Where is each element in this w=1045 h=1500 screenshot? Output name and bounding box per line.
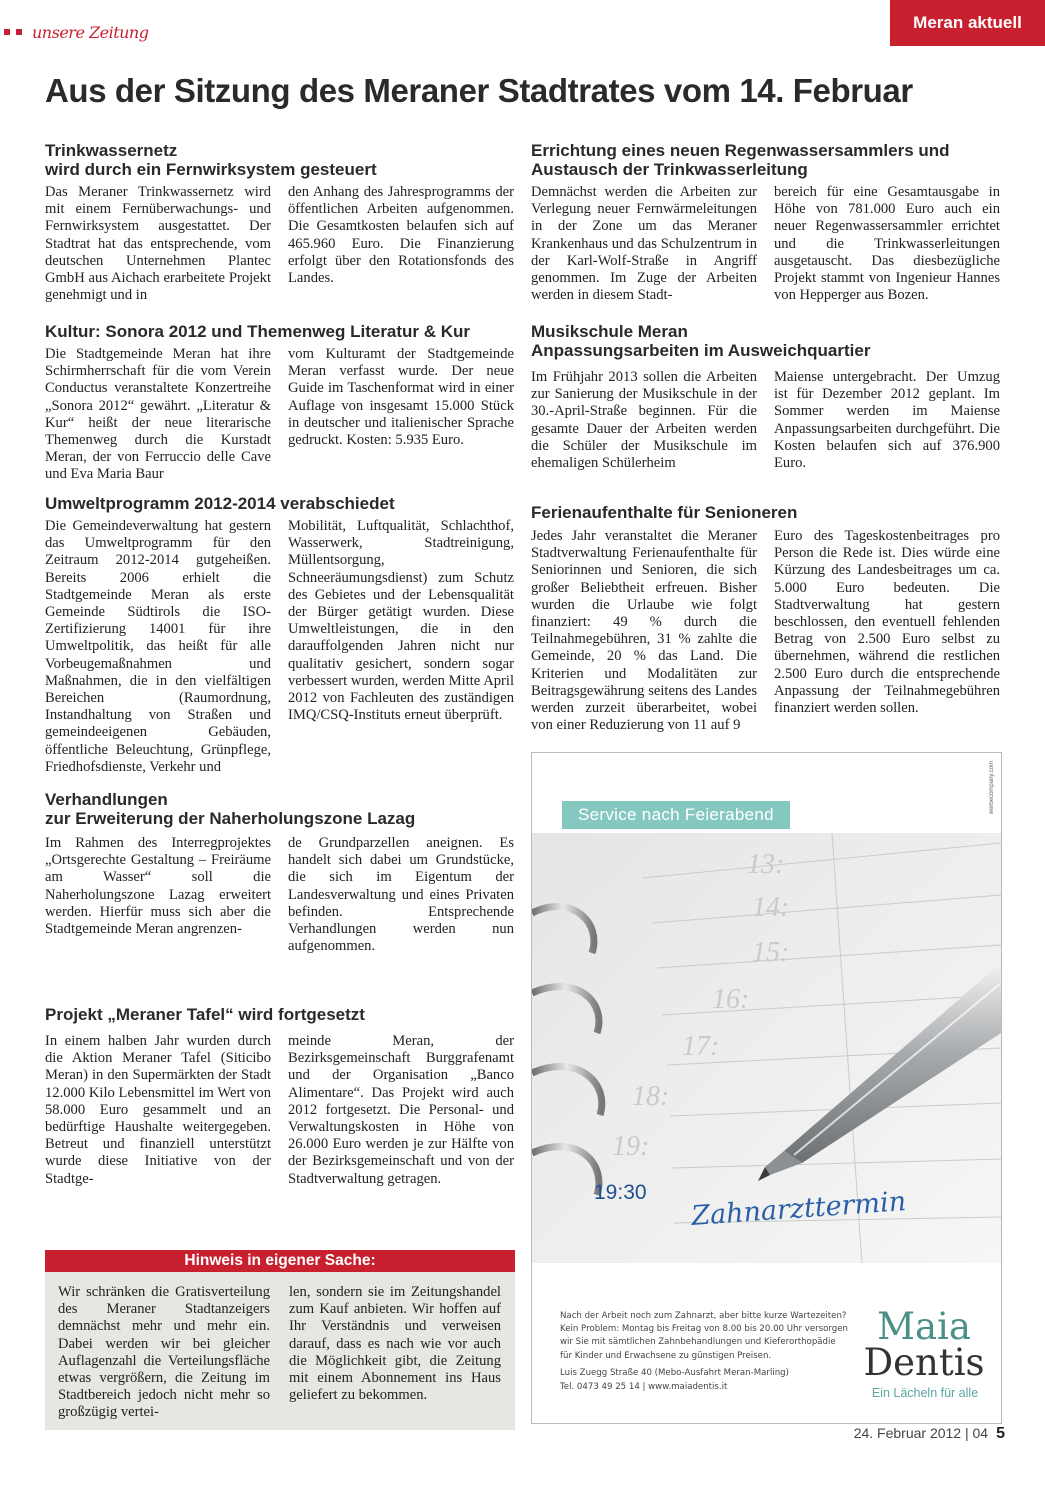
article-title-lazag (45, 790, 515, 828)
ad-tagline: Service nach Feierabend (562, 801, 790, 829)
notice-text-col: len, sondern sie im Zeitungshandel zum Kauf anbieten. Wir hoffen auf Ihr Verständnis und verweisen darauf, dass es nach wie vor auch die Möglichkeit gibt, die Zeitung mit einem Abonnement ins Haus geliefert zu bekommen. (289, 1284, 501, 1404)
article-text-col: den Anhang des Jahresprogramms der öffentlichen Arbeiten aufgenommen. Die Gesamtkosten belaufen sich auf 465.960 Euro. Die Finanzierung erfolgt über den Rotationsfonds des Landes. (288, 184, 514, 287)
ad-brand-slogan: Ein Lächeln für alle (871, 1386, 979, 1400)
article-text-col: meinde Meran, der Bezirksgemeinschaft Burggrafenamt und der Organisation „Banco Alimentare“. Das Projekt wird auch 2012 fortgesetzt. Die Personal- und Verwaltungskosten in Höhe von 26.000 Euro werden je zur Hälfte von der Bezirksgemeinschaft und von der Stadtverwaltung getragen. (288, 1033, 514, 1187)
article-title-regenwasser (531, 141, 1001, 179)
article-text-col: Die Stadtgemeinde Meran hat ihre Schirmherrschaft für die vom Verein Conductus veranstaltete Konzertreihe „Sonora 2012“ gewährt. „Literatur & Kur“ heißt der neue literarische Themenweg durch die Kurstadt Meran, der von Ferruccio delle Cave und Eva Maria Baur (45, 346, 271, 483)
ad-brand-logo (854, 1305, 994, 1384)
ad-handwritten-time: 19:30 (594, 1181, 647, 1204)
article-title-kultur (45, 322, 525, 341)
article-text-col: bereich für eine Gesamtausgabe in Höhe von 781.000 Euro auch ein neuer Regenwassersammler errichtet und die Trinkwasserleitungen ausgetauscht. Das diesbezügliche Projekt stammt von Ingenieur Hannes von Hepperger aus Bozen. (774, 184, 1000, 304)
calendar-number: 16: (712, 984, 750, 1015)
article-title-line: Projekt „Meraner Tafel“ wird fortgesetzt (45, 1005, 365, 1024)
calendar-number: 14: (752, 892, 790, 923)
article-text-col: Im Frühjahr 2013 sollen die Arbeiten zur Sanierung der Musikschule in der 30.-April-Straße beginnen. Für die gesamte Dauer der Arbeiten werden die Schüler der Musikschule im ehemaligen Schülerheim (531, 369, 757, 472)
article-text-col: In einem halben Jahr wurden durch die Aktion Meraner Tafel (Siticibo Meran) in den Supermärkten der Stadt 12.000 Kilo Lebensmittel im Wert von 58.000 Euro gesammelt und an bedürftige Haushalte weitergegeben. Betreut und finanziell unterstützt wurde diese Initiative von der Stadtge- (45, 1033, 271, 1187)
calendar-number: 18: (632, 1081, 670, 1112)
logo-text: unsere Zeitung (32, 22, 149, 42)
article-text-col: Die Gemeindeverwaltung hat gestern das Umweltprogramm für den Zeitraum 2012-2014 gutgeheißen. Bereits 2006 erhielt die Stadtgemeinde Meran als erste Gemeinde Südtirols die ISO-Zertifizierung 14001 für ihre Umweltpolitik, das heißt für alle Vorbeugemaßnahmen und Maßnahmen, die in den vielfältigen Bereichen (Raumordnung, Instandhaltung von Straßen und gemeindeeigenen Gebäuden, öffentliche Beleuchtung, Grünpflege, Friedhofsdienste, Verkehr und (45, 518, 271, 775)
article-title-line: Umweltprogramm 2012-2014 verabschiedet (45, 494, 395, 513)
ad-address (560, 1367, 860, 1394)
article-text-col: Im Rahmen des Interregprojektes „Ortsgerechte Gestaltung – Freiräume am Wasser“ soll die Naherholungszone Lazag erweitert werden. Hierfür muss sich aber die Stadtgemeinde Meran angrenzen- (45, 835, 271, 938)
section-tab: Meran aktuell (890, 0, 1045, 46)
article-text-col: Das Meraner Trinkwassernetz wird mit einem Fernüberwachungs- und Fernwirksystem ausgestattet. Der Stadtrat hat das entsprechende, vom deutschen Unternehmen Plantec GmbH aus Aichach erarbeitete Projekt genehmigt und in (45, 184, 271, 304)
article-text-col: Euro des Tageskostenbeitrages pro Person die Rede ist. Dies würde eine Kürzung des Landesbeitrages um ca. 5.000 Euro bedeuten. Die Stadtverwaltung hat gestern beschlossen, den eventuell fehlenden Betrag von 2.500 Euro selbst zu übernehmen, während die restlichen 2.500 Euro durch die entsprechende Anpassung der Teilnahmegebühren finanziert werden sollen. (774, 528, 1000, 717)
logo-square-icon (4, 29, 10, 35)
advertisement-maia-dentis (531, 752, 1002, 1424)
ad-credit: werbecompany.com (989, 761, 995, 815)
ad-photo-calendar (532, 833, 1001, 1263)
article-text-col: Demnächst werden die Arbeiten zur Verlegung neuer Fernwärmeleitungen in der Zone um das Meraner Krankenhaus und das Schulzentrum in der Karl-Wolf-Straße in Angriff genommen. Im Zuge der Arbeiten werden in diesem Stadt- (531, 184, 757, 304)
calendar-pen-illustration (532, 833, 1001, 1263)
newspaper-logo (4, 18, 148, 46)
article-title-ferien (531, 503, 1001, 522)
article-title-line: Kultur: Sonora 2012 und Themenweg Literatur & Kur (45, 322, 471, 341)
calendar-number: 17: (682, 1031, 720, 1062)
article-text-col: vom Kulturamt der Stadtgemeinde Meran verfasst wurde. Der neue Guide im Taschenformat wird in einer Auflage von insgesamt 15.000 Stück in deutscher und italienischer Sprache gedruckt. Kosten: 5.935 Euro. (288, 346, 514, 449)
article-title-line: zur Erweiterung der Naherholungszone Lazag (45, 809, 416, 828)
article-title-line: wird durch ein Fernwirksystem gesteuert (45, 160, 377, 179)
issue-date: 24. Februar 2012 | 04 (853, 1425, 989, 1441)
notice-text-col: Wir schränken die Gratisverteilung des Meraner Stadtanzeigers demnächst mehr und mehr ein. Dabei werden wir bei gleicher Auflagenzahl die Verteilungsfläche etwas vergrößern, die Zeitung im Stadtbereich jedoch nicht mehr so großzügig vertei- (58, 1284, 270, 1421)
article-title-umwelt (45, 494, 525, 513)
article-title-line: Musikschule Meran (531, 322, 688, 341)
article-title-line: Trinkwassernetz (45, 141, 178, 160)
notice-box (45, 1250, 515, 1430)
article-title-line: Austausch der Trinkwasserleitung (531, 160, 808, 179)
page-footer (854, 1425, 1005, 1443)
ad-contact-line: Tel. 0473 49 25 14 | www.maiadentis.it (560, 1381, 728, 1392)
calendar-number: 13: (747, 849, 785, 880)
article-title-tafel (45, 1005, 515, 1024)
calendar-number: 19: (612, 1131, 650, 1162)
article-title-musikschule (531, 322, 1001, 360)
article-title-line: Ferienaufenthalte für Senioneren (531, 503, 798, 522)
calendar-number: 15: (752, 937, 790, 968)
brand-line-1: Maia (877, 1305, 971, 1348)
article-title-trinkwasser (45, 141, 515, 179)
article-title-line: Verhandlungen (45, 790, 168, 809)
ad-address-line: Luis Zuegg Straße 40 (Mebo-Ausfahrt Meran-Marling) (560, 1368, 789, 1378)
article-title-line: Anpassungsarbeiten im Ausweichquartier (531, 341, 871, 360)
ad-handwritten-note: Zahnarzttermin (690, 1186, 908, 1232)
page-number: 5 (996, 1425, 1005, 1442)
notice-title: Hinweis in eigener Sache: (45, 1250, 515, 1272)
ad-description: Nach der Arbeit noch zum Zahnarzt, aber bitte kurze Wartezeiten? Kein Problem: Montag bis Freitag von 8.00 bis 20.00 Uhr versorgen wir Sie mit sämtlichen Zahnbehandlungen und Kieferorthopädie für Kinder und Erwachsene zu günstigen Preisen. (560, 1311, 848, 1361)
brand-line-2: Dentis (863, 1341, 985, 1384)
logo-square-icon (16, 29, 22, 35)
article-text-col: Mobilität, Luftqualität, Schlachthof, Wasserwerk, Stadtreinigung, Müllentsorgung, Schneeräumungsdienst) zum Schutz des Gebietes und der Lebensqualität der Bürger getätigt wurden. Diese Umweltleistungen, die in den darauffolgenden Jahren nicht nur qualitativ gesichert, sondern sogar verbessert wurden, werden Mitte April 2012 von Fachleuten des zuständigen IMQ/CSQ-Instituts erneut überprüft. (288, 518, 514, 724)
article-text-col: Maiense untergebracht. Der Umzug ist für Dezember 2012 geplant. Im Sommer werden im Maiense Anpassungsarbeiten durchgeführt. Die Kosten belaufen sich auf 376.900 Euro. (774, 369, 1000, 472)
article-title-line: Errichtung eines neuen Regenwassersammlers und (531, 141, 950, 160)
article-text-col: Jedes Jahr veranstaltet die Meraner Stadtverwaltung Ferienaufenthalte für Seniorinnen und Senioren, die sich großer Beliebtheit erfreuen. Bisher wurden die Urlaube wie folgt finanziert: 49 % durch die Teilnahmegebühren, 31 % zahlte die Gemeinde, 20 % das Land. Die Kriterien und Modalitäten zur Beitragsgewährung seitens des Landes werden zurzeit überarbeitet, wobei von einer Reduzierung von 11 auf 9 (531, 528, 757, 734)
article-text-col: de Grundparzellen aneignen. Es handelt sich dabei um Grundstücke, die sich im Eigentum der Landesverwaltung und eines Privaten befinden. Entsprechende Verhandlungen werden nun aufgenommen. (288, 835, 514, 955)
page-title: Aus der Sitzung des Meraner Stadtrates vom 14. Februar (45, 72, 913, 109)
